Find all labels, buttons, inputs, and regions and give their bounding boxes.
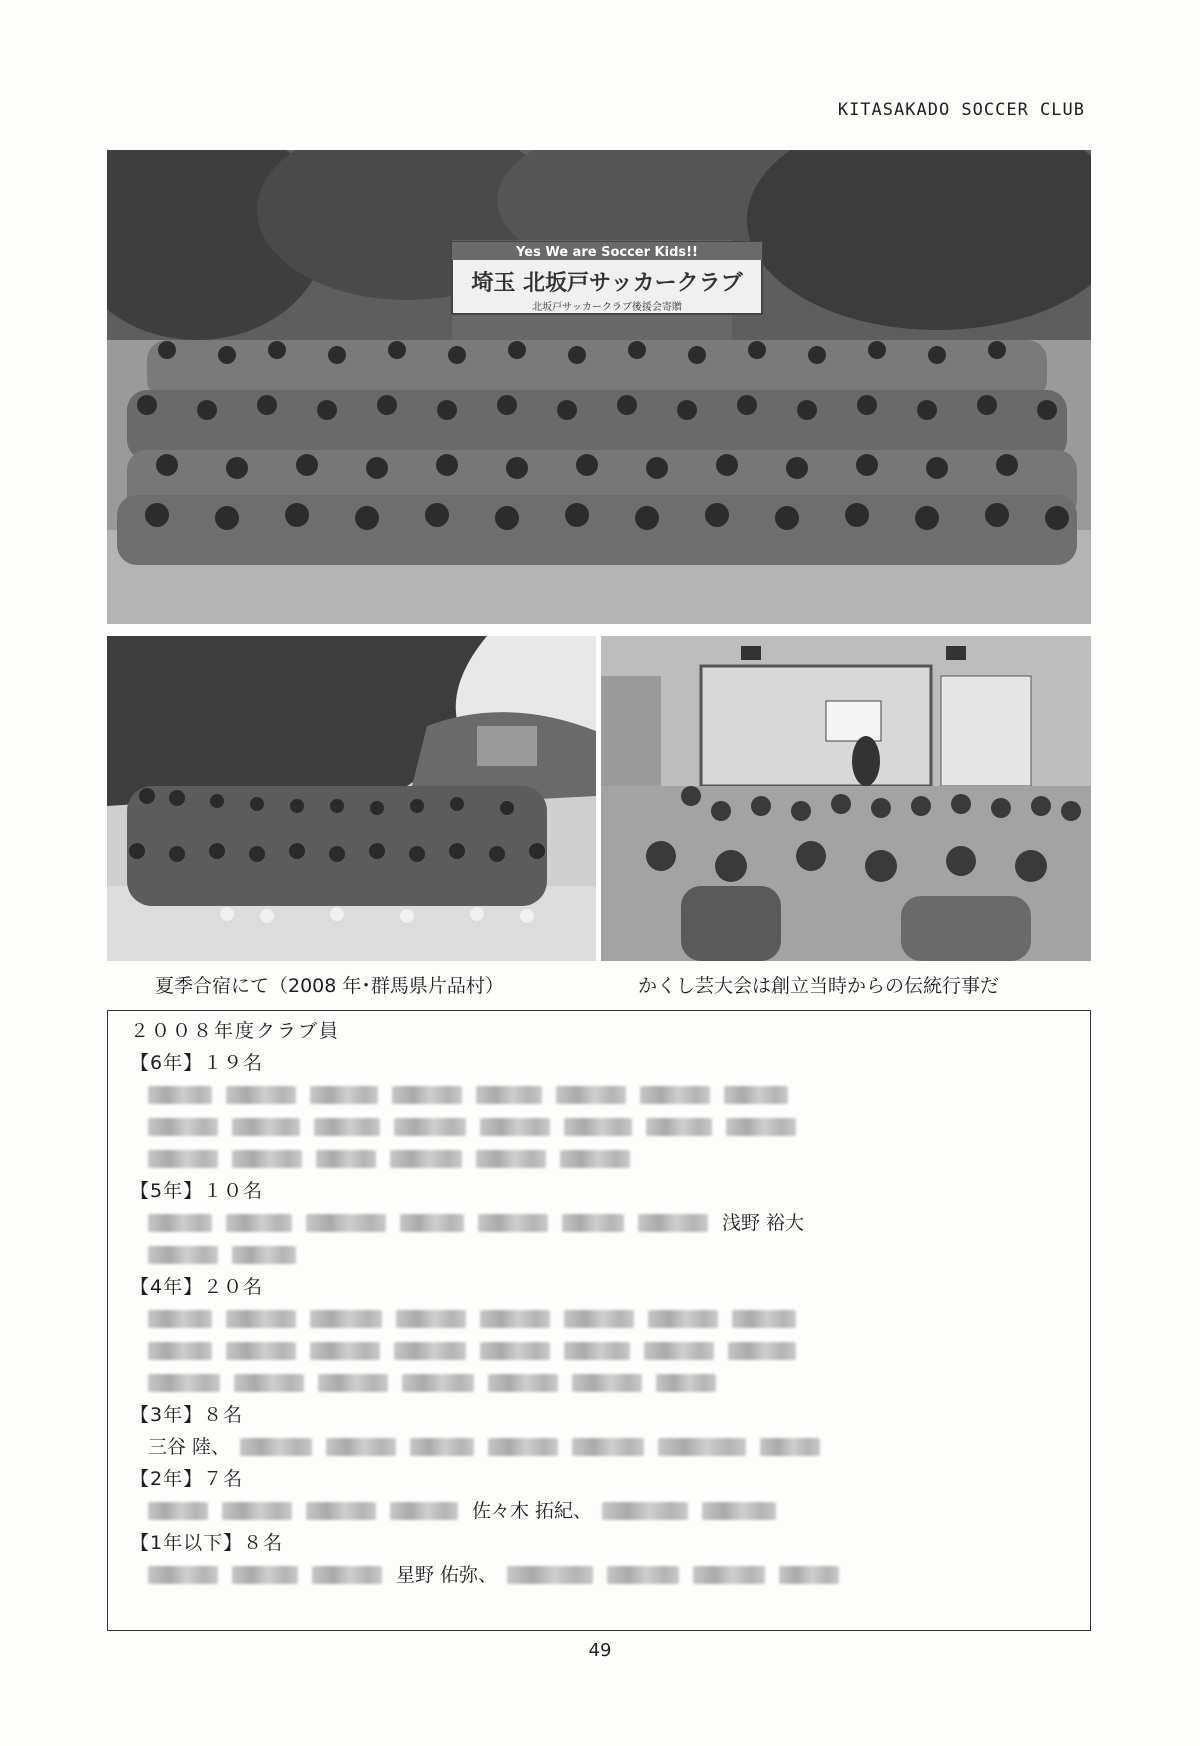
grade-5-names-line: [130, 1239, 1068, 1271]
grade-1-names-line: [130, 1559, 1068, 1591]
roster-title: ２００８年度クラブ員: [130, 1020, 341, 1042]
grade-4-names-line: [130, 1303, 1068, 1335]
grade-4-names-line: [130, 1335, 1068, 1367]
banner-sub-text: 北坂戸サッカークラブ後援会寄贈: [532, 302, 682, 313]
grade-5-heading: 【5年】１０名: [130, 1180, 264, 1202]
summer-camp-photo: [107, 636, 596, 961]
grade-2-names-line: [130, 1495, 1068, 1527]
student-name: 佐々木 拓紀、: [472, 1500, 593, 1522]
grade-6-names-line: [130, 1079, 1068, 1111]
student-name: 浅野 裕大: [722, 1212, 805, 1234]
grade-4-heading: 【4年】２０名: [130, 1276, 264, 1298]
grade-2-heading: 【2年】７名: [130, 1468, 244, 1490]
banner-main-text: 埼玉 北坂戸サッカークラブ: [471, 271, 743, 296]
page-header: KITASAKADO SOCCER CLUB: [837, 100, 1085, 120]
grade-1-heading: 【1年以下】８名: [130, 1532, 284, 1554]
team-group-photo: [107, 150, 1091, 624]
banner-top-text: Yes We are Soccer Kids!!: [516, 245, 698, 260]
grade-6-heading: 【6年】１９名: [130, 1052, 264, 1074]
grade-3-heading: 【3年】８名: [130, 1404, 244, 1426]
talent-show-photo: [601, 636, 1091, 961]
talent-show-caption: かくし芸大会は創立当時からの伝統行事だ: [638, 975, 1000, 997]
grade-4-names-line: [130, 1367, 1068, 1399]
student-name: 三谷 陸、: [148, 1436, 231, 1458]
page-number: 49: [588, 1640, 612, 1661]
grade-6-names-line: [130, 1111, 1068, 1143]
grade-3-names-line: [130, 1431, 1068, 1463]
student-name: 星野 佑弥、: [396, 1564, 498, 1586]
grade-6-names-line: [130, 1143, 1068, 1175]
summer-camp-caption: 夏季合宿にて（2008 年･群馬県片品村）: [155, 975, 504, 997]
roster-box: [107, 1010, 1091, 1631]
grade-5-names-line: [130, 1207, 1068, 1239]
